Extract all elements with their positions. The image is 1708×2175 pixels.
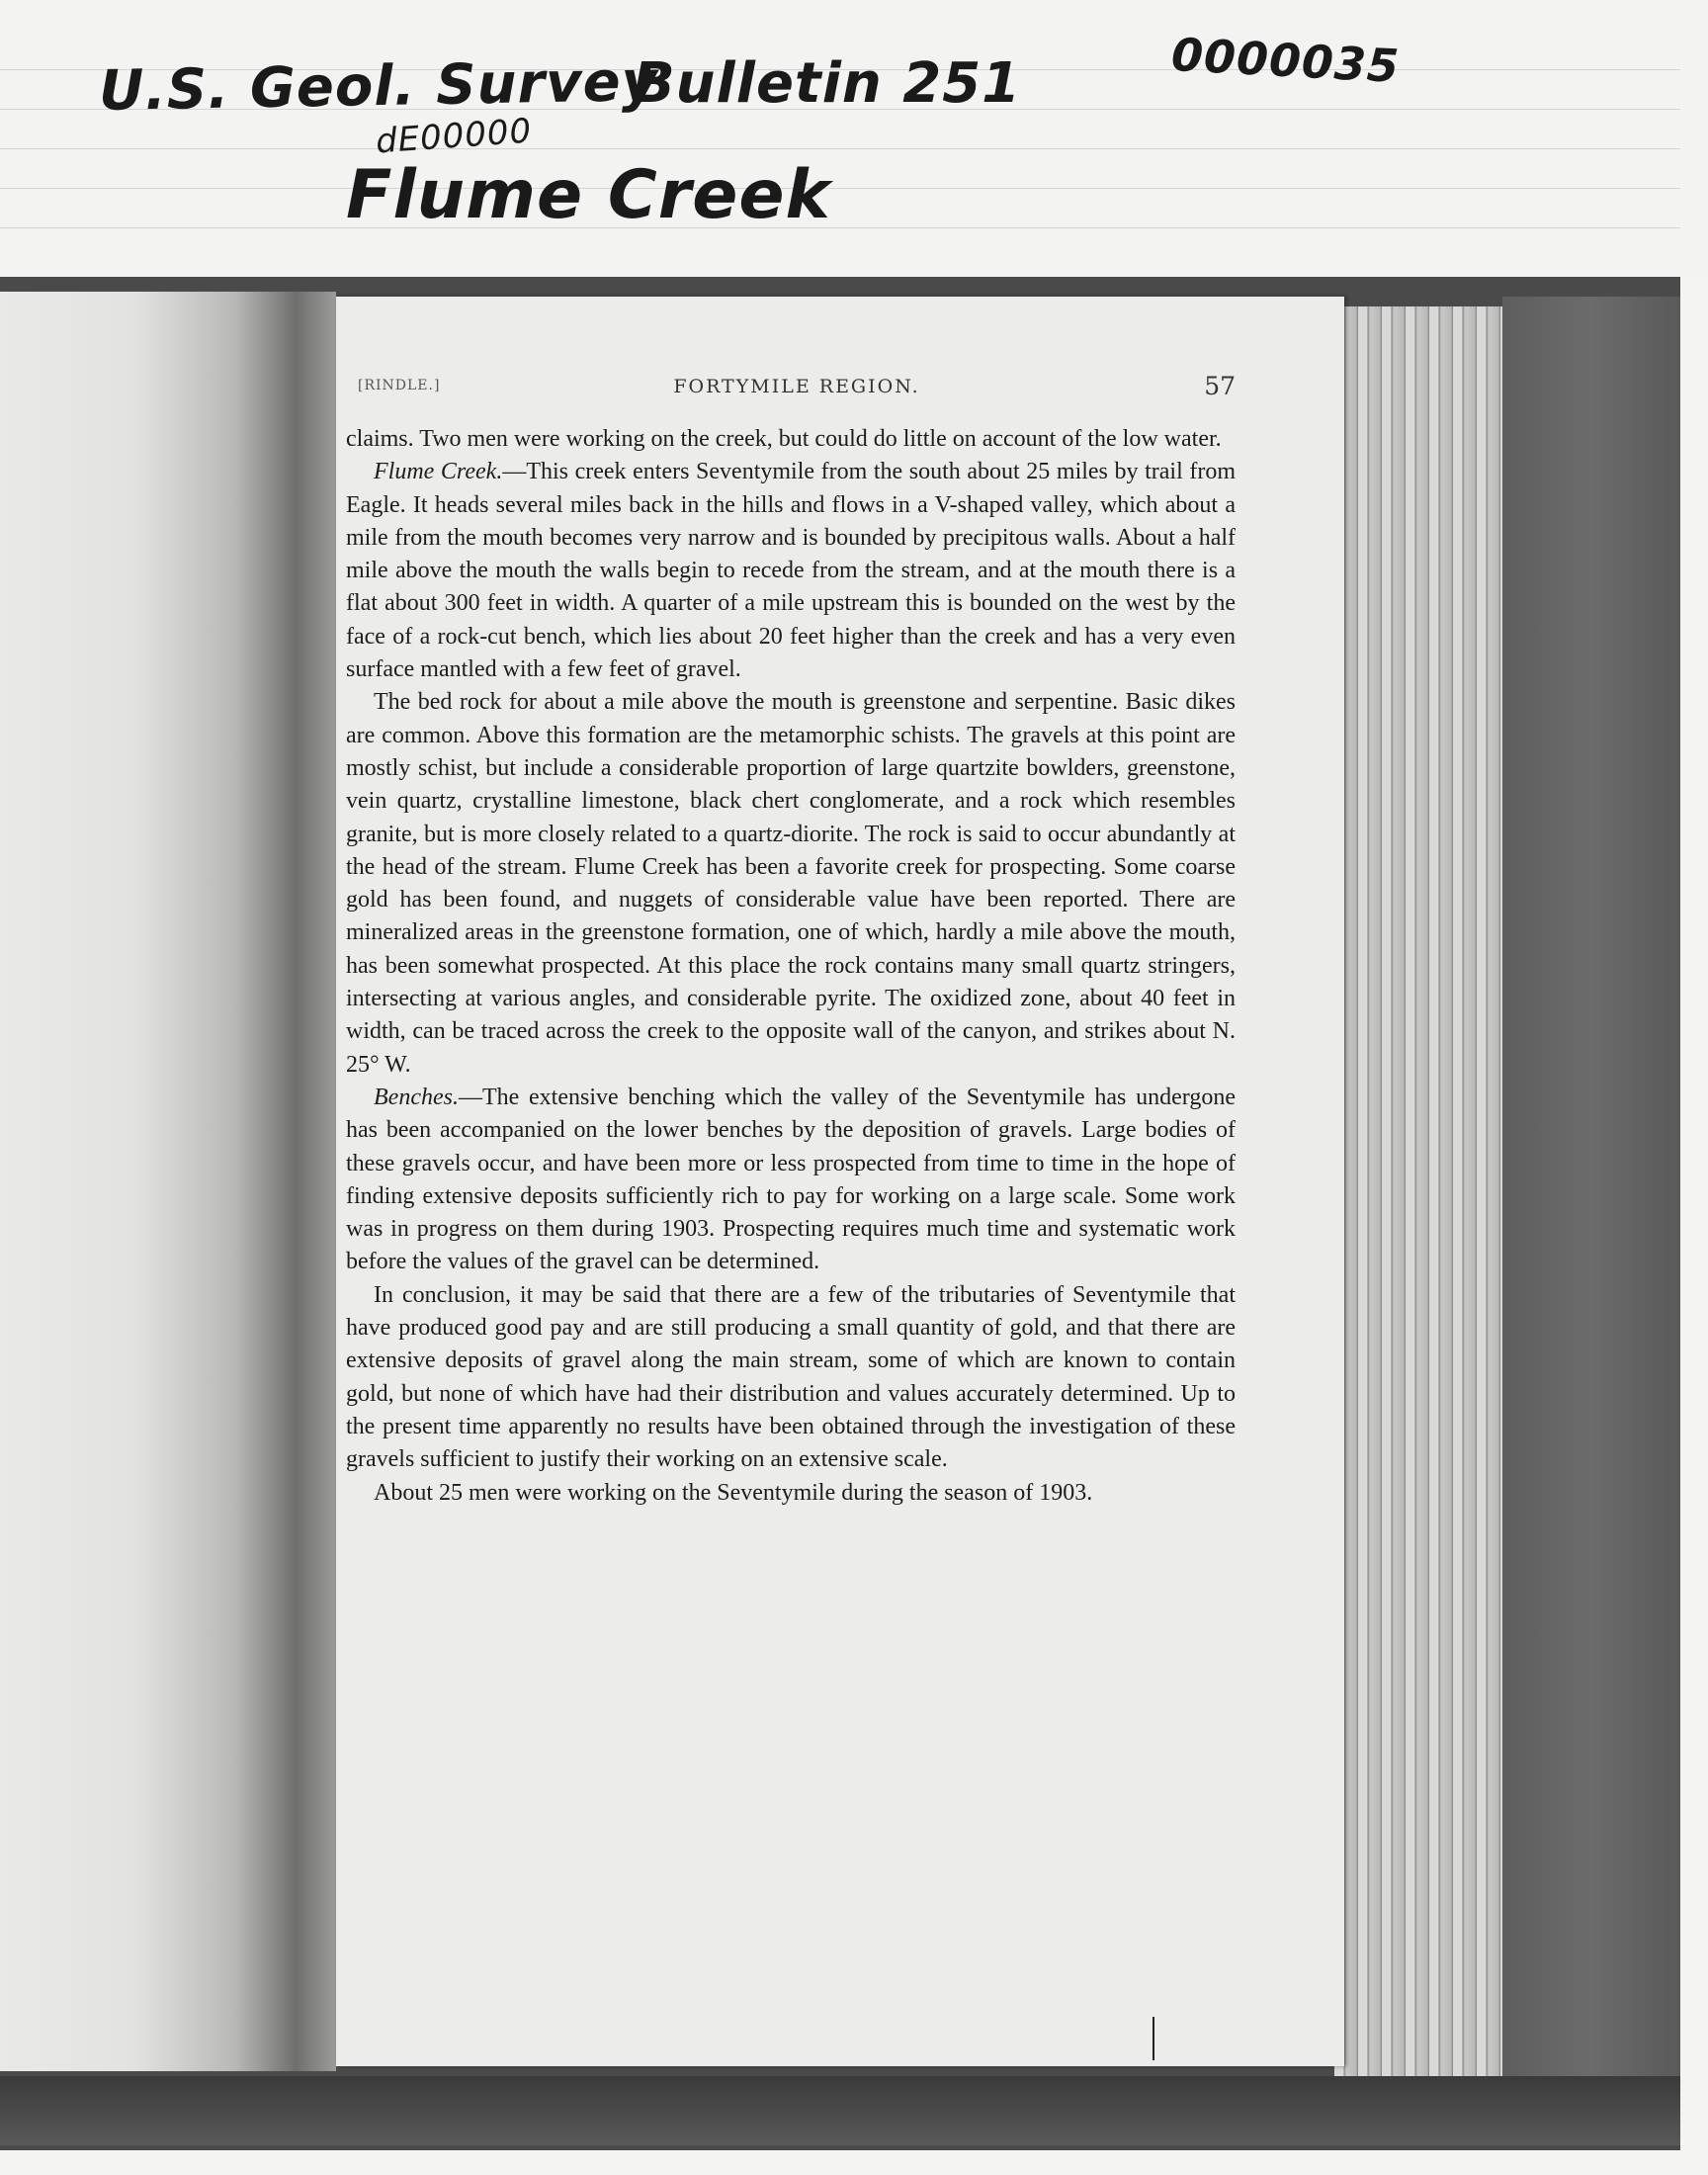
handwritten-creek-name: Flume Creek	[346, 156, 831, 234]
body-text	[346, 423, 1236, 1510]
paragraph	[346, 423, 1236, 456]
paragraph	[346, 1082, 1236, 1279]
handwritten-bulletin: Bulletin 251	[633, 51, 1022, 116]
paragraph	[346, 1477, 1236, 1510]
header-title: FORTYMILE REGION.	[673, 376, 920, 397]
page-number: 57	[1204, 372, 1236, 400]
paragraph-text: claims. Two men were working on the creek, but could do little on account of the low water.	[346, 426, 1222, 452]
section-lead: Flume Creek.	[374, 459, 503, 485]
left-page-gutter	[0, 292, 336, 2071]
paragraph-text: —The extensive benching which the valley of the Seventymile has undergone has been accompanied on the lower benches by the deposition of gravels. Large bodies of these gravels occur, and have been more or less prospected from time to time in the hope of finding extensive deposits sufficiently rich to pay for working on a large scale. Some work was in progress on them during 1903. Prospecting requires much time and systematic work before the values of the gravel can be determined.	[346, 1084, 1236, 1275]
book-shadow-right	[1502, 297, 1680, 2076]
paragraph-text: —This creek enters Seventymile from the south about 25 miles by trail from Eagle. It heads several miles back in the hills and flows in a V-shaped valley, which about a mile from the mouth becomes very narrow and is bounded by precipitous walls. About a half mile above the mouth the walls begin to recede from the stream, and at the mouth there is a flat about 300 feet in width. A quarter of a mile upstream this is bounded on the west by the face of a rock-cut bench, which lies about 20 feet higher than the creek and has a very even surface mantled with a few feet of gravel.	[346, 459, 1236, 683]
book-photo-bottom	[0, 2076, 1680, 2145]
paragraph-text: In conclusion, it may be said that there are a few of the tributaries of Seventymile that have produced good pay and are still producing a small quantity of gold, and that there are extensive deposits of gravel along the main stream, some of which are known to contain gold, but none of which have had their distribution and values accurately determined. Up to the present time apparently no results have been obtained through the investigation of these gravels sufficient to justify their working on an extensive scale.	[346, 1281, 1236, 1473]
annotation-strip	[0, 0, 1708, 277]
document-number: 0000035	[1169, 27, 1402, 94]
paragraph	[346, 686, 1236, 1082]
book-page	[336, 297, 1344, 2066]
paragraph	[346, 456, 1236, 686]
handwritten-stamp: dE00000	[374, 111, 534, 162]
paragraph	[346, 1279, 1236, 1477]
paragraph-text: The bed rock for about a mile above the mouth is greenstone and serpentine. Basic dikes are common. Above this formation are the metamorphic schists. The gravels at this point are mostly schist, but include a considerable proportion of large quartzite bowlders, greenstone, vein quartz, crystalline limestone, black chert conglomerate, and a rock which resembles granite, but is more closely related to a quartz-diorite. The rock is said to occur abundantly at the head of the stream. Flume Creek has been a favorite creek for prospecting. Some coarse gold has been found, and nuggets of considerable value have been reported. There are mineralized areas in the greenstone formation, one of which, hardly a mile above the mouth, has been somewhat prospected. At this place the rock contains many small quartz stringers, intersecting at various angles, and considerable pyrite. The oxidized zone, about 40 feet in width, can be traced across the creek to the opposite wall of the canyon, and strikes about N. 25° W.	[346, 689, 1236, 1078]
ruled-line	[0, 188, 1680, 189]
handwritten-source: U.S. Geol. Survey	[98, 49, 659, 124]
header-author-bracket: [RINDLE.]	[358, 378, 441, 393]
running-header	[358, 372, 1236, 411]
page-edges	[1334, 306, 1502, 2076]
paragraph-text: About 25 men were working on the Seventymile during the season of 1903.	[374, 1479, 1093, 1506]
ruled-line	[0, 148, 1680, 149]
pen-mark	[1153, 2017, 1154, 2060]
section-lead: Benches.	[374, 1084, 459, 1110]
ruled-line	[0, 227, 1680, 228]
